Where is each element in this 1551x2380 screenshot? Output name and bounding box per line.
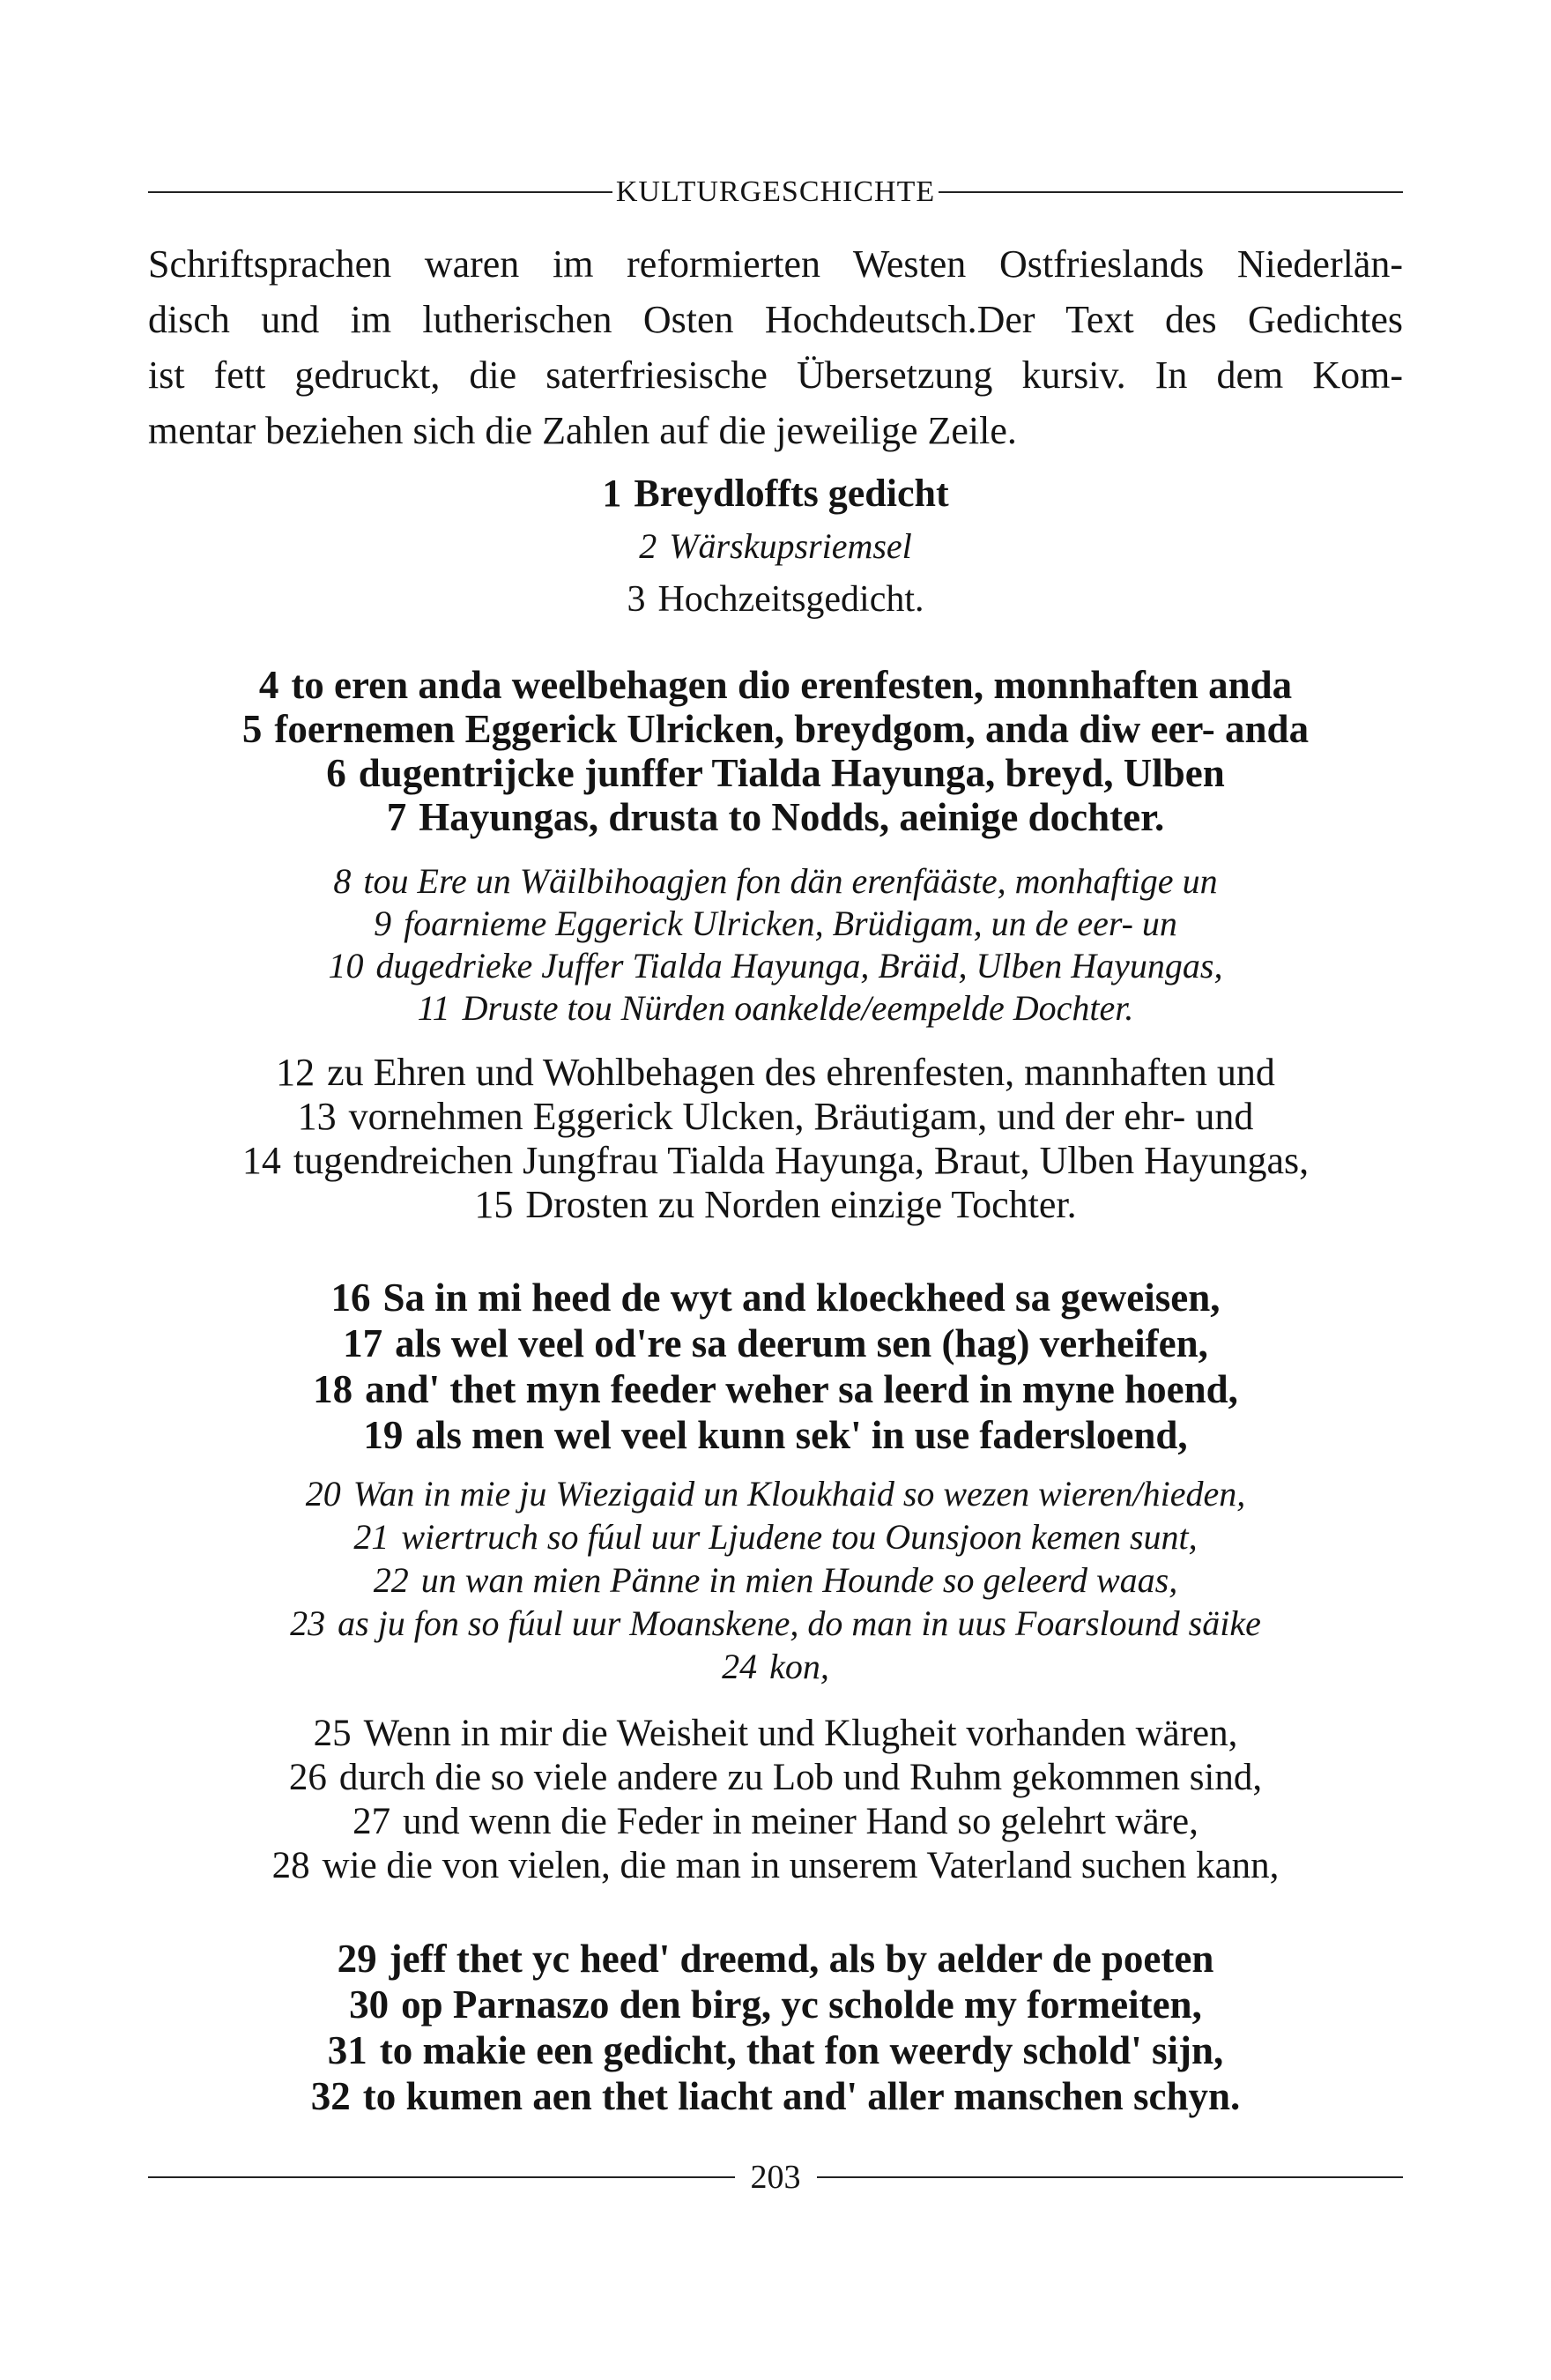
verse-line: 12 zu Ehren und Wohlbehagen des ehrenfesten, mannhaften und <box>276 1051 1275 1094</box>
stanza2-original <box>148 1936 1403 2119</box>
verse-line: 25 Wenn in mir die Weisheit und Klugheit vorhanden wären, <box>313 1713 1238 1754</box>
verse-line: 29 jeff thet yc heed' dreemd, als by aelder de poeten <box>337 1937 1214 1981</box>
running-head-rule-right <box>939 191 1403 193</box>
running-head-title: KULTURGESCHICHTE <box>615 175 936 208</box>
verse-line: 23 as ju fon so fúul uur Moanskene, do man in uus Foarslound säike <box>290 1603 1261 1643</box>
verse-line: 16 Sa in mi heed de wyt and kloeckheed sa geweisen, <box>330 1276 1221 1320</box>
verse-line: 14 tugendreichen Jungfrau Tialda Hayunga, Braut, Ulben Hayungas, <box>241 1139 1310 1182</box>
intro-line: Schriftsprachen waren im reformierten Westen Ostfrieslands Niederlän- <box>148 242 1403 286</box>
verse-line: 10 dugedrieke Juffer Tialda Hayunga, Bräid, Ulben Hayungas, <box>328 946 1223 985</box>
verse-line: 18 and' thet myn feeder weher sa leerd in myne hoend, <box>313 1367 1238 1411</box>
running-head-rule-left <box>148 191 612 193</box>
intro-line: disch und im lutherischen Osten Hochdeutsch.Der Text des Gedichtes <box>148 298 1403 341</box>
stanza1-saterfriesisch <box>148 1472 1403 1688</box>
verse-line: 21 wiertruch so fúul uur Ljudene tou Ounsjoon kemen sunt, <box>353 1517 1198 1557</box>
verse-line: 31 to makie een gedicht, that fon weerdy schold' sijn, <box>327 2028 1224 2072</box>
verse-line: 30 op Parnaszo den birg, yc scholde my formeiten, <box>349 1982 1202 2027</box>
verse-line: 5 foernemen Eggerick Ulricken, breydgom, anda diw eer- anda <box>241 707 1310 751</box>
verse-line: 20 Wan in mie ju Wiezigaid un Kloukhaid so wezen wieren/hieden, <box>305 1474 1246 1514</box>
verse-line: 17 als wel veel od're sa deerum sen (hag) verheifen, <box>343 1321 1208 1365</box>
verse-line: 9 foarnieme Eggerick Ulricken, Brüdigam, un de eer- un <box>374 904 1177 943</box>
verse-line: 6 dugentrijcke junffer Tialda Hayunga, breyd, Ulben <box>326 751 1225 795</box>
running-head <box>148 175 1403 210</box>
poem-title-block <box>148 467 1403 626</box>
verse-line: 22 un wan mien Pänne in mien Hounde so geleerd waas, <box>373 1560 1178 1600</box>
verse-line: 4 to eren anda weelbehagen dio erenfesten, monnhaften anda <box>258 663 1293 707</box>
verse-line: 26 durch die so viele andere zu Lob und Ruhm gekommen sind, <box>288 1757 1263 1798</box>
verse-line: 24 kon, <box>722 1647 829 1686</box>
dedication-original <box>148 663 1403 839</box>
footer-rule-left <box>148 2176 735 2178</box>
intro-line: ist fett gedruckt, die saterfriesische Übersetzung kursiv. In dem Kom- <box>148 353 1403 397</box>
verse-line: 13 vornehmen Eggerick Ulcken, Bräutigam, und der ehr- und <box>297 1095 1254 1138</box>
stanza1-original <box>148 1275 1403 1458</box>
intro-paragraph <box>148 236 1403 458</box>
verse-line: 11 Druste tou Nürden oankelde/eempelde Dochter. <box>417 988 1134 1028</box>
page-number: 203 <box>750 2159 801 2196</box>
dedication-german <box>148 1051 1403 1227</box>
footer-rule-right <box>817 2176 1404 2178</box>
verse-line: 27 und wenn die Feder in meiner Hand so gelehrt wäre, <box>352 1801 1198 1842</box>
page-footer <box>148 2158 1403 2197</box>
intro-line: mentar beziehen sich die Zahlen auf die jeweilige Zeile. <box>148 409 1017 452</box>
verse-line: 7 Hayungas, drusta to Nodds, aeinige dochter. <box>386 795 1165 839</box>
verse-line: 28 wie die von vielen, die man in unserem Vaterland suchen kann, <box>271 1845 1280 1886</box>
dedication-saterfriesisch <box>148 860 1403 1030</box>
stanza1-german <box>148 1712 1403 1888</box>
title-line: 1 Breydloffts gedicht <box>602 472 949 515</box>
verse-line: 15 Drosten zu Norden einzige Tochter. <box>474 1183 1077 1226</box>
title-line: 2 Wärskupsriemsel <box>639 526 912 566</box>
verse-line: 19 als men wel veel kunn sek' in use fadersloend, <box>363 1413 1188 1457</box>
verse-line: 32 to kumen aen thet liacht and' aller manschen schyn. <box>310 2074 1241 2118</box>
title-line: 3 Hochzeitsgedicht. <box>627 579 924 620</box>
verse-line: 8 tou Ere un Wäilbihoagjen fon dän erenfääste, monhaftige un <box>333 861 1218 901</box>
